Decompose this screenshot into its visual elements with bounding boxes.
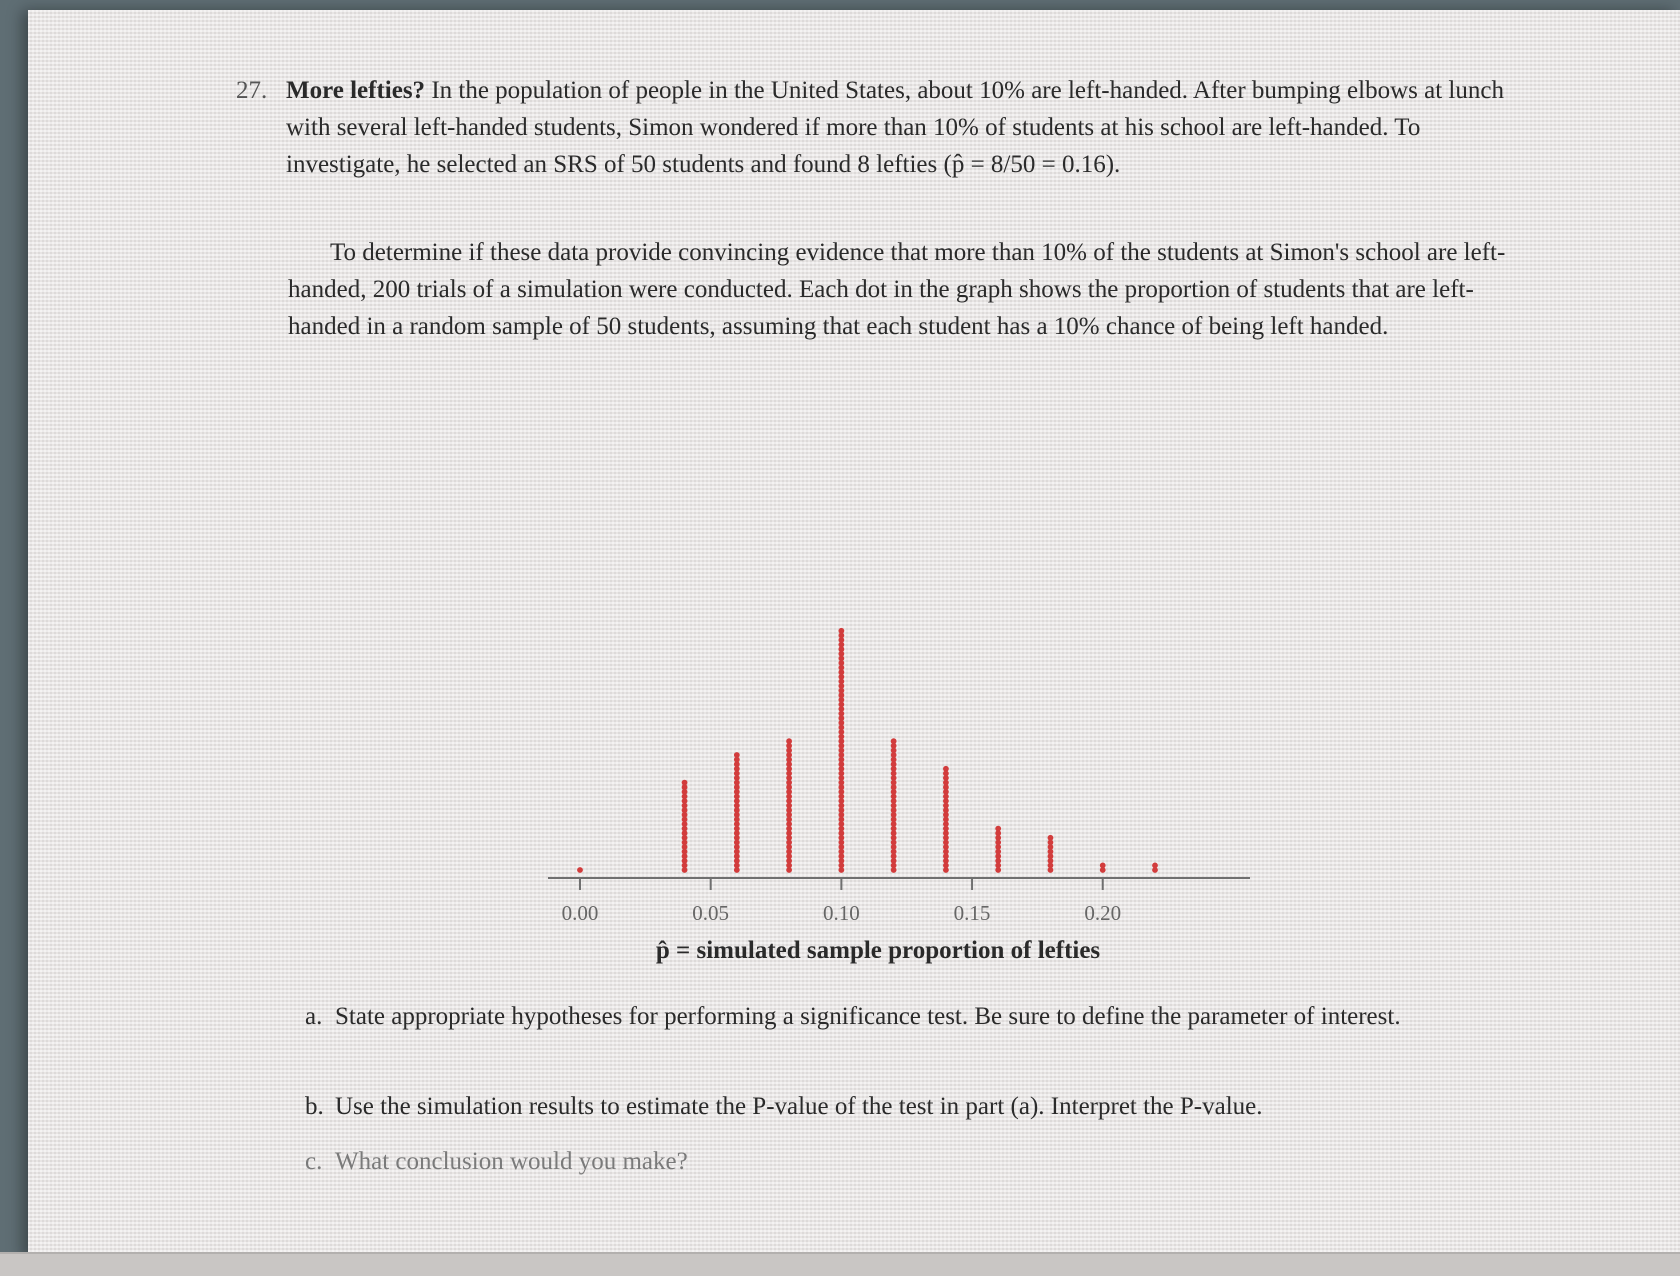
x-axis-label: p̂ = simulated sample proportion of lefties <box>655 937 1101 964</box>
data-dot <box>943 766 949 772</box>
data-dot <box>734 752 740 758</box>
x-tick-label: 0.20 <box>1084 901 1122 925</box>
problem-number: 27. <box>236 77 268 104</box>
data-dot <box>1048 835 1054 841</box>
part-a-label: a. <box>305 1003 323 1030</box>
data-dot <box>577 867 583 873</box>
data-dot <box>838 628 844 634</box>
data-dot <box>682 780 688 786</box>
part-c-text: What conclusion would you make? <box>335 1148 688 1175</box>
dot-group <box>577 628 1158 873</box>
data-dot <box>786 738 792 744</box>
data-dot <box>1100 863 1106 869</box>
x-tick-label: 0.05 <box>692 901 730 925</box>
problem-title: More lefties? <box>286 77 426 104</box>
data-dot <box>995 826 1001 832</box>
x-tick-label: 0.00 <box>561 901 599 925</box>
part-b-text: Use the simulation results to estimate the P-value of the test in part (a). Interpret the P-value. <box>335 1093 1263 1120</box>
part-a-text: State appropriate hypotheses for performing a significance test. Be sure to define the parameter of interest. <box>335 1003 1401 1030</box>
page-edge <box>0 1252 1680 1276</box>
part-c-label: c. <box>305 1148 323 1175</box>
part-b-label: b. <box>305 1093 324 1120</box>
simulation-description: To determine if these data provide convincing evidence that more than 10% of the students at Simon's school are left-handed, 200 trials of a simulation were conducted. Each dot in the graph shows the proportion of students that are left-handed in a random sample of 50 students, assuming that each student has a 10% chance of being left handed. <box>288 239 1506 340</box>
x-tick-label: 0.10 <box>822 901 860 925</box>
x-tick-label: 0.15 <box>953 901 991 925</box>
data-dot <box>891 738 897 744</box>
problem-intro-text: In the population of people in the United States, about 10% are left-handed. After bumping elbows at lunch with several left-handed students, Simon wondered if more than 10% of students at his school are left-handed. To investigate, he selected an SRS of 50 students and found 8 lefties (p̂ = 8/50 = 0.16). <box>286 77 1504 178</box>
x-axis-ticks <box>562 878 1121 925</box>
data-dot <box>1152 863 1158 869</box>
